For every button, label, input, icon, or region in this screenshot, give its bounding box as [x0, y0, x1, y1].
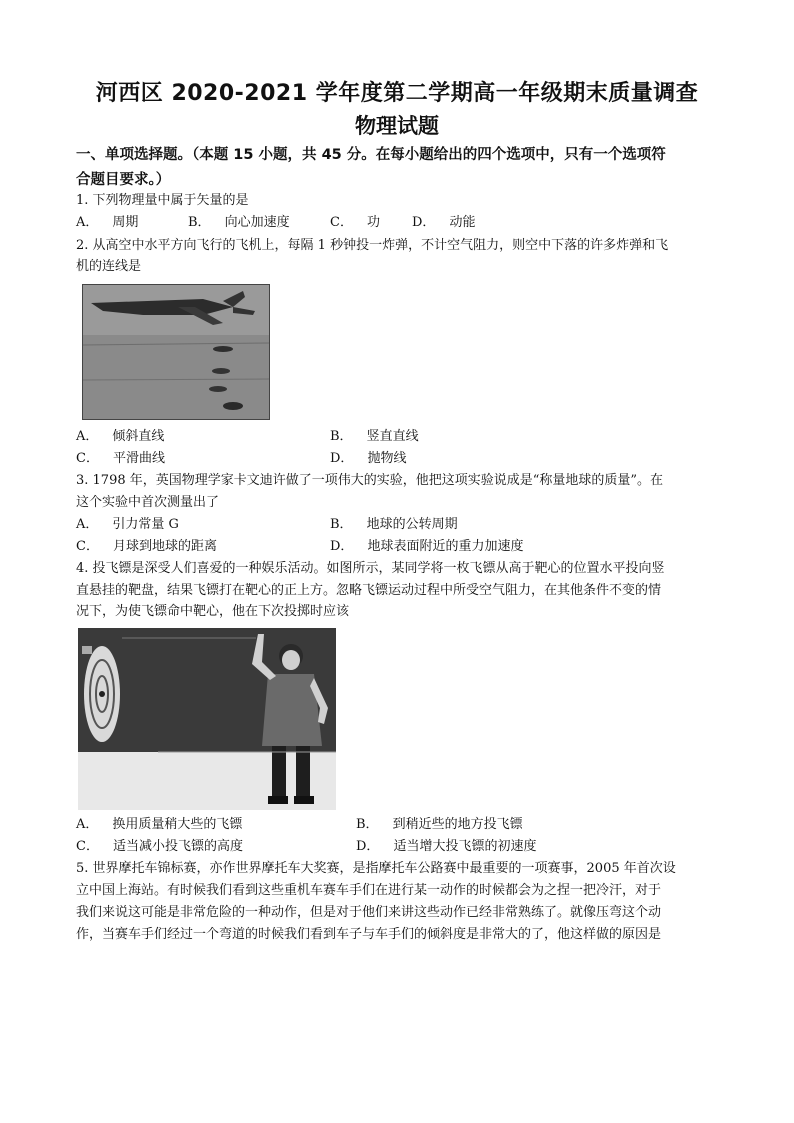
q4-option-a: [76, 815, 242, 835]
option-letter: D．: [330, 539, 354, 554]
q3-option-b: [330, 515, 458, 535]
q2-stem-line-2: 机的连线是: [76, 259, 142, 274]
option-text: 地球表面附近的重力加速度: [367, 539, 524, 554]
option-letter: B．: [188, 215, 211, 230]
q5-stem-line-4: 作，当赛车手们经过一个弯道的时候我们看到车子与车手们的倾斜度是非常大的了，他这样做的原因是: [76, 927, 662, 942]
option-letter: C．: [76, 539, 99, 554]
option-text: 竖直直线: [366, 429, 419, 444]
option-letter: A．: [76, 517, 99, 532]
q4-option-c: [76, 837, 243, 857]
q3-option-c: [76, 537, 217, 557]
q2-stem-line-1: 2. 从高空中水平方向飞行的飞机上，每隔 1 秒钟投一炸弹，不计空气阻力，则空中下落的许多炸弹和飞: [76, 238, 669, 253]
q5-stem-line-1: 5. 世界摩托车锦标赛，亦作世界摩托车大奖赛，是指摩托车公路赛中最重要的一项赛事，2005 年首次设: [76, 861, 676, 876]
dart-throwing-illustration: [78, 628, 336, 810]
option-text: 向心加速度: [224, 215, 290, 230]
q1-option-b: [188, 213, 290, 233]
exam-title: 河西区 2020-2021 学年度第二学期高一年级期末质量调查: [95, 81, 699, 106]
option-letter: A．: [76, 215, 99, 230]
option-letter: C．: [76, 451, 99, 466]
q1-option-d: [412, 213, 475, 233]
option-letter: A．: [76, 429, 99, 444]
q4-stem-line-3: 况下，为使飞镖命中靶心，他在下次投掷时应该: [76, 604, 350, 619]
q4-stem-line-2: 直悬挂的靶盘，结果飞镖打在靶心的正上方。忽略飞镖运动过程中所受空气阻力，在其他条件不变的情: [76, 583, 662, 598]
option-text: 换用质量稍大些的飞镖: [112, 817, 243, 832]
q5-stem-line-2: 立中国上海站。有时候我们看到这些重机车赛车手们在进行某一动作的时候都会为之捏一把冷汗，对于: [76, 883, 662, 898]
q3-option-a: [76, 515, 179, 535]
q4-stem-line-1: 4. 投飞镖是深受人们喜爱的一种娱乐活动。如图所示，某同学将一枚飞镖从高于靶心的位置水平投向竖: [76, 561, 665, 576]
option-letter: B．: [356, 817, 379, 832]
q3-option-d: [330, 537, 523, 557]
option-text: 月球到地球的距离: [112, 539, 217, 554]
q1-stem: 1. 下列物理量中属于矢量的是: [76, 193, 249, 208]
q1-option-c: [330, 213, 380, 233]
q3-stem-line-2: 这个实验中首次测量出了: [76, 495, 220, 510]
exam-subtitle: 物理试题: [355, 114, 439, 138]
q2-option-a: [76, 427, 164, 447]
option-text: 动能: [449, 215, 476, 230]
option-letter: A．: [76, 817, 99, 832]
section-heading-line-1: 一、单项选择题。（本题 15 小题，共 45 分。在每小题给出的四个选项中，只有一个选项符: [76, 147, 666, 163]
q5-stem-line-3: 我们来说这可能是非常危险的一种动作，但是对于他们来讲这些动作已经非常熟练了。就像压弯这个动: [76, 905, 662, 920]
option-text: 适当增大投飞镖的初速度: [393, 839, 537, 854]
option-letter: C．: [76, 839, 99, 854]
option-text: 平滑曲线: [112, 451, 165, 466]
option-text: 倾斜直线: [112, 429, 165, 444]
q2-option-d: [330, 449, 406, 469]
q3-stem-line-1: 3. 1798 年，英国物理学家卡文迪许做了一项伟大的实验，他把这项实验说成是“称量地球的质量”。在: [76, 473, 664, 488]
airplane-bombs-illustration: [83, 285, 269, 419]
option-text: 到稍近些的地方投飞镖: [392, 817, 523, 832]
q4-option-d: [356, 837, 536, 857]
section-heading-line-2: 合题目要求。）: [76, 172, 171, 188]
option-text: 周期: [112, 215, 139, 230]
option-letter: C．: [330, 215, 353, 230]
option-letter: B．: [330, 429, 353, 444]
option-text: 引力常量 G: [112, 517, 179, 532]
option-text: 适当减小投飞镖的高度: [112, 839, 243, 854]
option-letter: B．: [330, 517, 353, 532]
q4-option-b: [356, 815, 523, 835]
option-text: 地球的公转周期: [366, 517, 458, 532]
airplane-bombs-photo: [82, 284, 270, 420]
option-text: 功: [366, 215, 380, 230]
option-letter: D．: [330, 451, 354, 466]
option-text: 抛物线: [367, 451, 407, 466]
q2-option-c: [76, 449, 165, 469]
option-letter: D．: [412, 215, 436, 230]
q1-option-a: [76, 213, 138, 233]
q2-option-b: [330, 427, 419, 447]
dart-throwing-photo: [78, 628, 336, 810]
option-letter: D．: [356, 839, 380, 854]
